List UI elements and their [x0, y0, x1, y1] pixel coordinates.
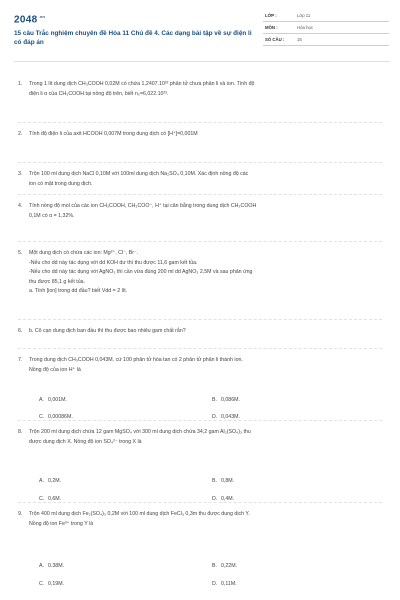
- option-text: 0,19M.: [48, 581, 65, 587]
- page-header: [14, 10, 390, 56]
- question-divider: [18, 122, 382, 123]
- option-letter: C.: [39, 414, 45, 420]
- question-number: 3.: [18, 171, 23, 177]
- question-line: -Nếu cho dd này tác dụng với dd KOH dư thì thu được 11,6 gam kết tủa.: [29, 259, 198, 266]
- question-divider: [18, 162, 382, 163]
- option-letter: C.: [39, 581, 45, 587]
- question-divider: [18, 502, 382, 503]
- question-text: [29, 202, 381, 221]
- option-letter: B.: [212, 563, 217, 569]
- option-text: 0,00086M.: [48, 414, 73, 420]
- question-line: 0,1M có α = 1,32%.: [29, 212, 75, 219]
- question-line: điện li α của CH₃COOH tại nồng độ trên, biết n₀=6,022.10²³.: [29, 90, 169, 97]
- question-line: -Nếu cho dd này tác dụng với AgNO₃ thì cần vừa đúng 200 ml dd AgNO₃ 2,5M và sau phản ứng: [29, 269, 253, 276]
- question-text: [29, 130, 381, 140]
- question-divider: [18, 348, 382, 349]
- question-line: Trộn 100 ml dung dịch NaCl 0,10M với 100ml dung dịch Na₂SO₄ 0,10M. Xác định nồng độ các: [29, 171, 249, 177]
- option-letter: D.: [212, 496, 218, 502]
- question-line: b. Cô cạn dung dịch ban đầu thì thu được bao nhiêu gam chất rắn?: [29, 328, 186, 334]
- question-text: [29, 80, 381, 99]
- option-letter: C.: [39, 496, 45, 502]
- question-text: [29, 327, 381, 337]
- option-text: 0,8M.: [221, 478, 235, 484]
- option-text: 0,6M.: [48, 496, 62, 502]
- option-letter: A.: [39, 478, 44, 484]
- option-text: 0,22M.: [221, 563, 238, 569]
- question-text: [29, 170, 381, 189]
- site-logo[interactable]: $2048^{.vn}$: [14, 14, 46, 26]
- question-number: 6.: [18, 328, 23, 334]
- question-number: 9.: [18, 511, 23, 517]
- option-letter: B.: [212, 478, 217, 484]
- question-text: [29, 249, 381, 297]
- question-line: Tính nồng độ mol của các ion CH₃COOH, CH₃COO⁻, H⁺ tại cân bằng trong dung dịch CH₃COOH: [29, 203, 257, 209]
- question-text: [29, 428, 381, 447]
- question-line: Một dung dịch có chứa các ion: Mg²⁺, Cl⁻, Br⁻.: [29, 250, 139, 256]
- meta-row-grade: LỚP : Lớp 11: [263, 10, 389, 22]
- question-number: 5.: [18, 250, 23, 256]
- option-letter: D.: [212, 414, 218, 420]
- question-number: 2.: [18, 131, 23, 137]
- option-text: 0.38M.: [48, 563, 65, 569]
- option-text: 0,043M.: [221, 414, 240, 420]
- question-divider: [18, 194, 382, 195]
- question-text: [29, 510, 381, 529]
- meta-row-subject: MÔN : Hóa học: [263, 22, 389, 34]
- meta-table: [263, 10, 389, 46]
- question-divider: [18, 241, 382, 242]
- question-line: Trộn 400 ml dung dịch Fe₂(SO₄)₃ 0,2M với 100 ml dung dịch FeCl₃ 0,3m thu được dung dịch Y.: [29, 511, 250, 517]
- option-text: 0,4M.: [221, 496, 235, 502]
- option-letter: A.: [39, 563, 44, 569]
- option-letter: A.: [39, 397, 44, 403]
- option-text: 0,11M.: [221, 581, 237, 587]
- question-line: a. Tính [ion] trong dd đầu? biết Vdd = 2 lít.: [29, 288, 128, 295]
- question-line: được dung dịch X. Nồng độ ion SO₄²⁻ trong X là: [29, 438, 142, 445]
- question-divider: [18, 319, 382, 320]
- option-letter: B.: [212, 397, 217, 403]
- question-number: 8.: [18, 429, 23, 435]
- question-number: 1.: [18, 81, 23, 87]
- question-line: Nồng độ của ion H⁺ là: [29, 366, 81, 373]
- question-divider: [18, 420, 382, 421]
- meta-row-count: SỐ CÂU : 15: [263, 34, 389, 46]
- header-divider: [14, 61, 390, 62]
- option-letter: D.: [212, 581, 218, 587]
- question-line: thu được 85,1 g kết tủa.: [29, 278, 85, 285]
- question-line: Trong dung dịch CH₃COOH 0,043M, cứ 100 phân tử hòa tan có 2 phân tử phân li thành ion.: [29, 357, 243, 363]
- worksheet-title: 15 câu Trắc nghiệm chuyên đề Hóa 11 Chủ đề 4. Các dạng bài tập về sự điện li có đáp án: [14, 30, 252, 46]
- question-line: ion có mặt trong dung dịch.: [29, 180, 93, 187]
- question-line: Trong 1 lít dung dịch CH₃COOH 0,02M có chứa 1,2407.10²² phân tử chưa phân li và ion. Tính độ: [29, 81, 255, 87]
- question-line: Nồng độ ion Fe³⁺ trong Y là: [29, 520, 94, 527]
- question-number: 4.: [18, 203, 23, 209]
- option-text: 0,001M.: [48, 397, 67, 403]
- option-text: 0,2M.: [48, 478, 62, 484]
- question-line: Trộn 200 ml dung dịch chứa 12 gam MgSO₄ với 300 ml dung dịch chứa 34,2 gam Al₂(SO₄)₃ thu: [29, 429, 251, 435]
- option-text: 0,086M.: [221, 397, 240, 403]
- question-line: Tính độ điện li của axit HCOOH 0,007M trong dung dịch có [H⁺]=0,001M: [29, 131, 198, 137]
- question-text: [29, 356, 381, 375]
- question-number: 7.: [18, 357, 23, 363]
